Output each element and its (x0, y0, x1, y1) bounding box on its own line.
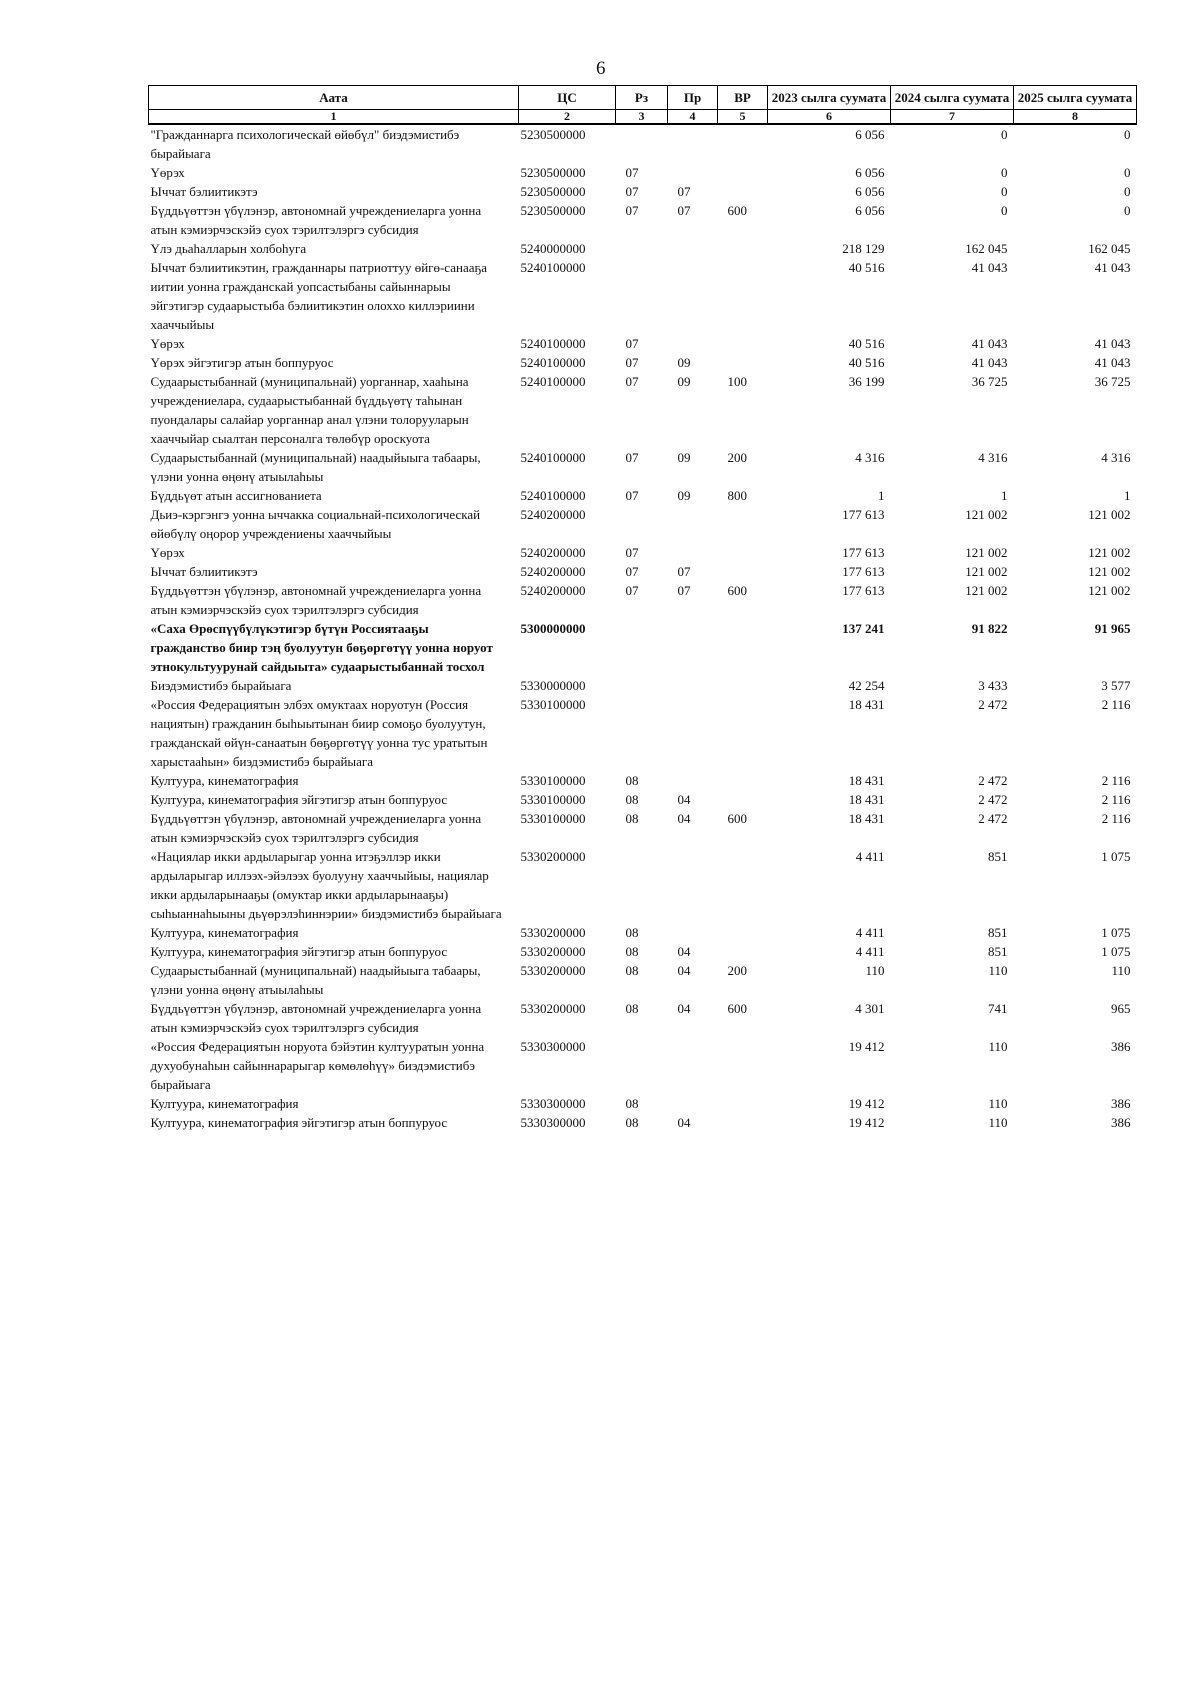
row-cs: 5240100000 (520, 488, 586, 503)
column-number: 5 (718, 110, 768, 125)
row-rz: 08 (625, 1115, 639, 1130)
header-2023: 2023 сылга суумата (768, 86, 891, 110)
row-2024-amount: 741 (988, 1001, 1008, 1016)
row-2023-amount: 18 431 (848, 773, 885, 788)
table-row (149, 562, 1137, 581)
row-2025-amount: 110 (1111, 963, 1131, 978)
table-row (149, 353, 1137, 372)
row-2024-amount: 0 (1001, 184, 1008, 199)
row-2025-amount: 1 075 (1101, 944, 1131, 959)
row-pr (668, 923, 718, 942)
header-vr: ВР (718, 86, 768, 110)
row-2025-amount: 386 (1111, 1039, 1131, 1054)
row-name: Биэдэмистибэ бырайыага (150, 678, 292, 693)
row-vr: 200 (727, 963, 747, 978)
row-pr: 09 (677, 374, 691, 389)
row-2024-amount: 4 316 (978, 450, 1008, 465)
row-pr (668, 676, 718, 695)
row-cs: 5330200000 (520, 1001, 586, 1016)
row-2023-amount: 19 412 (848, 1096, 885, 1111)
row-rz (616, 695, 668, 771)
header-pr: Пр (668, 86, 718, 110)
row-cs: 5330100000 (520, 811, 586, 826)
row-cs: 5330200000 (520, 944, 586, 959)
column-number: 8 (1014, 110, 1137, 125)
table-row (149, 543, 1137, 562)
row-pr (668, 695, 718, 771)
row-2025-amount: 2 116 (1101, 811, 1131, 826)
row-cs: 5240000000 (520, 241, 586, 256)
row-vr (718, 353, 768, 372)
row-2023-amount: 177 613 (842, 583, 885, 598)
row-pr: 09 (677, 450, 691, 465)
row-cs: 5240100000 (520, 374, 586, 389)
row-2025-amount: 121 002 (1088, 583, 1131, 598)
row-pr: 07 (677, 203, 691, 218)
row-vr (718, 239, 768, 258)
row-rz (616, 124, 668, 163)
row-2023-amount: 6 056 (855, 203, 885, 218)
row-2024-amount: 36 725 (971, 374, 1008, 389)
row-2023-amount: 40 516 (848, 336, 885, 351)
row-2025-amount: 1 075 (1101, 849, 1131, 864)
row-2025-amount: 41 043 (1094, 355, 1131, 370)
row-2025-amount: 0 (1124, 203, 1131, 218)
row-2024-amount: 0 (1001, 165, 1008, 180)
row-rz: 07 (625, 488, 639, 503)
row-name: Култуура, кинематография эйгэтигэр атын боппуруос (150, 792, 448, 807)
row-2025-amount: 2 116 (1101, 697, 1131, 712)
table-row (149, 201, 1137, 239)
row-name: Ыччат бэлиитикэтэ (150, 564, 258, 579)
row-2024-amount: 2 472 (978, 792, 1008, 807)
header-row (149, 86, 1137, 110)
table-row (149, 1113, 1137, 1132)
row-name: «Россия Федерациятын норуота бэйэтин култууратын уонна духуобунаһын сайыннарарыгар көмөлөһүү» биэдэмистибэ бырайыага (150, 1039, 485, 1092)
row-vr (718, 676, 768, 695)
row-pr: 04 (677, 792, 691, 807)
row-pr: 04 (677, 1001, 691, 1016)
row-2023-amount: 42 254 (848, 678, 885, 693)
row-cs: 5240100000 (520, 336, 586, 351)
column-number: 2 (519, 110, 616, 125)
row-rz (616, 619, 668, 676)
row-pr: 09 (677, 488, 691, 503)
row-2024-amount: 3 433 (978, 678, 1008, 693)
row-cs: 5230500000 (520, 203, 586, 218)
row-2024-amount: 2 472 (978, 697, 1008, 712)
row-name: Бүддьүөттэн үбүлэнэр, автономнай учреждениеларга уонна атын кэмиэрчэскэйэ суох тэрилтэлэргэ субсидия (150, 583, 482, 617)
row-cs: 5330200000 (520, 925, 586, 940)
row-pr (668, 505, 718, 543)
table-row (149, 619, 1137, 676)
row-2025-amount: 41 043 (1094, 260, 1131, 275)
row-cs: 5240100000 (520, 260, 586, 275)
row-name: Үөрэх эйгэтигэр атын боппуруос (150, 355, 334, 370)
row-2025-amount: 121 002 (1088, 545, 1131, 560)
row-2025-amount: 965 (1111, 1001, 1131, 1016)
row-rz: 07 (625, 545, 639, 560)
row-rz: 08 (625, 925, 639, 940)
row-name: Култуура, кинематография эйгэтигэр атын боппуруос (150, 944, 448, 959)
row-cs: 5330300000 (520, 1096, 586, 1111)
row-cs: 5330200000 (520, 963, 586, 978)
row-name: Үөрэх (150, 545, 185, 560)
row-2023-amount: 4 411 (855, 849, 885, 864)
row-2024-amount: 110 (988, 963, 1008, 978)
row-2023-amount: 6 056 (855, 184, 885, 199)
row-2024-amount: 851 (988, 944, 1008, 959)
table-row (149, 239, 1137, 258)
row-rz: 08 (625, 773, 639, 788)
row-name: «Россия Федерациятын элбэх омуктаах норуотун (Россия нациятын) гражданин быһыытынан биир сомоҕо буолуутун, гражданскай өйүн-санаатын бөҕөргөтүү уонна тус уратытын харыстааһын» биэдэмистибэ бырайыага (150, 697, 488, 769)
row-rz (616, 258, 668, 334)
row-rz: 08 (625, 1001, 639, 1016)
row-pr: 04 (677, 963, 691, 978)
row-cs: 5240200000 (520, 583, 586, 598)
table-row (149, 163, 1137, 182)
row-2023-amount: 6 056 (855, 127, 885, 142)
table-row (149, 771, 1137, 790)
row-2025-amount: 121 002 (1088, 507, 1131, 522)
row-2023-amount: 18 431 (848, 697, 885, 712)
row-pr (668, 771, 718, 790)
row-2025-amount: 386 (1111, 1115, 1131, 1130)
row-pr (668, 1037, 718, 1094)
table-row (149, 372, 1137, 448)
table-row (149, 847, 1137, 923)
row-pr (668, 847, 718, 923)
row-vr (718, 562, 768, 581)
table-row (149, 1094, 1137, 1113)
row-2024-amount: 0 (1001, 203, 1008, 218)
row-cs: 5330100000 (520, 697, 586, 712)
row-2023-amount: 19 412 (848, 1039, 885, 1054)
row-pr (668, 334, 718, 353)
table-row (149, 581, 1137, 619)
row-name: Култуура, кинематография эйгэтигэр атын боппуруос (150, 1115, 448, 1130)
table-row (149, 1037, 1137, 1094)
row-name: Судаарыстыбаннай (муниципальнай) наадыйыыга табаары, үлэни уонна өңөнү атыылаһыы (150, 963, 481, 997)
row-vr: 600 (727, 203, 747, 218)
row-2025-amount: 162 045 (1088, 241, 1131, 256)
row-name: Судаарыстыбаннай (муниципальнай) уорганнар, хааһына учреждениелара, судаарыстыбаннай бүддьүөтү таһынан пуондалары салайар уорганнар анал үлэни толорууларын хааччыйар сыалтан персоналга төлөбүр ороскуота (150, 374, 469, 446)
row-vr (718, 847, 768, 923)
row-2023-amount: 137 241 (842, 621, 885, 636)
row-2023-amount: 40 516 (848, 260, 885, 275)
row-name: Судаарыстыбаннай (муниципальнай) наадыйыыга табаары, үлэни уонна өңөнү атыылаһыы (150, 450, 481, 484)
row-pr: 09 (677, 355, 691, 370)
row-vr: 600 (727, 583, 747, 598)
row-2024-amount: 0 (1001, 127, 1008, 142)
row-vr: 600 (727, 811, 747, 826)
row-2025-amount: 386 (1111, 1096, 1131, 1111)
table-row (149, 790, 1137, 809)
row-2023-amount: 6 056 (855, 165, 885, 180)
row-pr (668, 258, 718, 334)
row-cs: 5240200000 (520, 564, 586, 579)
row-2024-amount: 121 002 (965, 583, 1008, 598)
row-2025-amount: 0 (1124, 127, 1131, 142)
row-rz: 08 (625, 1096, 639, 1111)
row-2025-amount: 36 725 (1094, 374, 1131, 389)
row-rz (616, 1037, 668, 1094)
row-vr (718, 695, 768, 771)
row-2023-amount: 40 516 (848, 355, 885, 370)
row-vr (718, 942, 768, 961)
row-2023-amount: 177 613 (842, 545, 885, 560)
table-row (149, 942, 1137, 961)
table-row (149, 676, 1137, 695)
budget-table (148, 85, 1137, 1132)
row-vr: 600 (727, 1001, 747, 1016)
row-cs: 5230500000 (520, 165, 586, 180)
column-number: 4 (668, 110, 718, 125)
row-vr (718, 1037, 768, 1094)
row-2023-amount: 19 412 (848, 1115, 885, 1130)
table-row (149, 486, 1137, 505)
row-rz: 07 (625, 374, 639, 389)
row-name: Бүддьүөттэн үбүлэнэр, автономнай учреждениеларга уонна атын кэмиэрчэскэйэ суох тэрилтэлэргэ субсидия (150, 811, 482, 845)
header-cs: ЦС (519, 86, 616, 110)
row-name: Бүддьүөттэн үбүлэнэр, автономнай учреждениеларга уонна атын кэмиэрчэскэйэ суох тэрилтэлэргэ субсидия (150, 203, 482, 237)
row-pr (668, 163, 718, 182)
row-rz: 08 (625, 792, 639, 807)
row-name: Ыччат бэлиитикэтэ (150, 184, 258, 199)
row-2025-amount: 1 075 (1101, 925, 1131, 940)
table-row (149, 258, 1137, 334)
row-2024-amount: 41 043 (971, 336, 1008, 351)
row-name: Култуура, кинематография (150, 925, 299, 940)
row-2024-amount: 110 (988, 1096, 1008, 1111)
row-cs: 5330300000 (520, 1039, 586, 1054)
row-pr (668, 124, 718, 163)
row-pr (668, 1094, 718, 1113)
row-rz: 07 (625, 355, 639, 370)
row-2023-amount: 18 431 (848, 811, 885, 826)
row-vr (718, 505, 768, 543)
table-header (149, 86, 1137, 125)
row-vr (718, 771, 768, 790)
row-2025-amount: 3 577 (1101, 678, 1131, 693)
row-2023-amount: 4 411 (855, 925, 885, 940)
row-cs: 5300000000 (520, 621, 586, 636)
row-pr (668, 239, 718, 258)
row-2025-amount: 0 (1124, 165, 1131, 180)
row-rz: 08 (625, 811, 639, 826)
row-name: Бүддьүөт атын ассигнованиета (150, 488, 322, 503)
row-name: Култуура, кинематография (150, 1096, 299, 1111)
row-name: Үөрэх (150, 165, 185, 180)
row-rz: 07 (625, 336, 639, 351)
row-2023-amount: 36 199 (848, 374, 885, 389)
table-row (149, 182, 1137, 201)
column-number: 7 (891, 110, 1014, 125)
row-2023-amount: 4 301 (855, 1001, 885, 1016)
row-pr: 04 (677, 944, 691, 959)
row-cs: 5330000000 (520, 678, 586, 693)
row-rz: 07 (625, 450, 639, 465)
row-rz: 07 (625, 184, 639, 199)
row-name: Бүддьүөттэн үбүлэнэр, автономнай учреждениеларга уонна атын кэмиэрчэскэйэ суох тэрилтэлэргэ субсидия (150, 1001, 482, 1035)
table-row (149, 695, 1137, 771)
column-number: 3 (616, 110, 668, 125)
table-row (149, 334, 1137, 353)
row-pr: 07 (677, 564, 691, 579)
row-pr (668, 619, 718, 676)
row-vr (718, 182, 768, 201)
row-cs: 5240200000 (520, 507, 586, 522)
row-rz: 07 (625, 583, 639, 598)
table-row (149, 999, 1137, 1037)
row-2024-amount: 1 (1001, 488, 1008, 503)
row-2024-amount: 851 (988, 925, 1008, 940)
row-vr (718, 258, 768, 334)
row-cs: 5230500000 (520, 127, 586, 142)
row-2024-amount: 2 472 (978, 773, 1008, 788)
row-2024-amount: 110 (988, 1039, 1008, 1054)
row-cs: 5330300000 (520, 1115, 586, 1130)
row-pr: 07 (677, 184, 691, 199)
row-2023-amount: 218 129 (842, 241, 885, 256)
row-vr (718, 163, 768, 182)
table-row (149, 505, 1137, 543)
row-2023-amount: 1 (878, 488, 885, 503)
row-2024-amount: 41 043 (971, 355, 1008, 370)
header-name: Аата (149, 86, 519, 110)
row-pr (668, 543, 718, 562)
row-vr (718, 1094, 768, 1113)
row-pr: 04 (677, 1115, 691, 1130)
row-2025-amount: 121 002 (1088, 564, 1131, 579)
row-2024-amount: 121 002 (965, 564, 1008, 579)
row-vr: 100 (727, 374, 747, 389)
row-name: Үлэ дьаһалларын холбоһуга (150, 241, 307, 256)
row-name: «Саха Өрөспүүбүлүкэтигэр бүтүн Россиятааҕы гражданство биир тэң буолуутун бөҕөргөтүү уонна норуот этнокультуурунай сайдыыта» судаарыстыбаннай тосхол (150, 621, 493, 674)
row-cs: 5240200000 (520, 545, 586, 560)
table-row (149, 124, 1137, 163)
row-name: «Нациялар икки ардыларыгар уонна итэҕэллэр икки ардыларыгар иллээх-эйэлээх буолууну хааччыйыы, нациялар икки ардыларынааҕы (омуктар икки ардыларынааҕы) сыһыаннаһыыны дьүөрэлэһиннэрии» биэдэмистибэ бырайыага (150, 849, 502, 921)
row-2023-amount: 4 316 (855, 450, 885, 465)
row-rz: 08 (625, 963, 639, 978)
row-cs: 5230500000 (520, 184, 586, 199)
row-pr: 04 (677, 811, 691, 826)
row-rz (616, 505, 668, 543)
row-2025-amount: 2 116 (1101, 773, 1131, 788)
row-rz: 08 (625, 944, 639, 959)
page-number: 6 (596, 58, 606, 79)
table-row (149, 923, 1137, 942)
row-vr: 200 (727, 450, 747, 465)
row-2024-amount: 121 002 (965, 507, 1008, 522)
row-name: Ыччат бэлиитикэтин, гражданнары патриоттуу өйгө-санааҕа иитии уонна гражданскай уопсастыбаны сайыннарыы эйгэтигэр судаарыстыба бэлиитикэтин олоххо киллэриини хааччыйыы (150, 260, 487, 332)
row-2023-amount: 110 (865, 963, 885, 978)
row-cs: 5240100000 (520, 450, 586, 465)
row-2025-amount: 91 965 (1094, 621, 1131, 636)
row-vr (718, 124, 768, 163)
row-2025-amount: 1 (1124, 488, 1131, 503)
row-2024-amount: 162 045 (965, 241, 1008, 256)
row-vr (718, 1113, 768, 1132)
row-cs: 5330100000 (520, 773, 586, 788)
row-name: Култуура, кинематография (150, 773, 299, 788)
row-rz: 07 (625, 203, 639, 218)
table-row (149, 961, 1137, 999)
row-vr (718, 619, 768, 676)
row-2025-amount: 4 316 (1101, 450, 1131, 465)
row-rz (616, 676, 668, 695)
row-vr (718, 790, 768, 809)
table-row (149, 809, 1137, 847)
row-2024-amount: 2 472 (978, 811, 1008, 826)
row-2024-amount: 91 822 (971, 621, 1008, 636)
row-vr (718, 334, 768, 353)
table-row (149, 448, 1137, 486)
row-2025-amount: 0 (1124, 184, 1131, 199)
header-2025: 2025 сылга суумата (1014, 86, 1137, 110)
row-2025-amount: 41 043 (1094, 336, 1131, 351)
row-vr: 800 (727, 488, 747, 503)
row-name: Үөрэх (150, 336, 185, 351)
row-cs: 5330100000 (520, 792, 586, 807)
column-number: 1 (149, 110, 519, 125)
row-rz: 07 (625, 564, 639, 579)
row-rz (616, 239, 668, 258)
row-vr (718, 543, 768, 562)
column-number-row (149, 110, 1137, 125)
row-2024-amount: 110 (988, 1115, 1008, 1130)
row-name: "Гражданнарга психологическай өйөбүл" биэдэмистибэ бырайыага (150, 127, 460, 161)
row-2025-amount: 2 116 (1101, 792, 1131, 807)
row-rz (616, 847, 668, 923)
column-number: 6 (768, 110, 891, 125)
row-pr: 07 (677, 583, 691, 598)
row-name: Дьиэ-кэргэнгэ уонна ыччакка социальнай-психологическай өйөбүлү оңорор учреждениены хааччыйыы (150, 507, 481, 541)
row-2023-amount: 18 431 (848, 792, 885, 807)
row-rz: 07 (625, 165, 639, 180)
row-vr (718, 923, 768, 942)
row-2024-amount: 41 043 (971, 260, 1008, 275)
table-body (149, 124, 1137, 1132)
row-2023-amount: 177 613 (842, 507, 885, 522)
header-rz: Рз (616, 86, 668, 110)
row-2023-amount: 4 411 (855, 944, 885, 959)
header-2024: 2024 сылга суумата (891, 86, 1014, 110)
row-2023-amount: 177 613 (842, 564, 885, 579)
row-cs: 5240100000 (520, 355, 586, 370)
row-cs: 5330200000 (520, 849, 586, 864)
row-2024-amount: 851 (988, 849, 1008, 864)
row-2024-amount: 121 002 (965, 545, 1008, 560)
